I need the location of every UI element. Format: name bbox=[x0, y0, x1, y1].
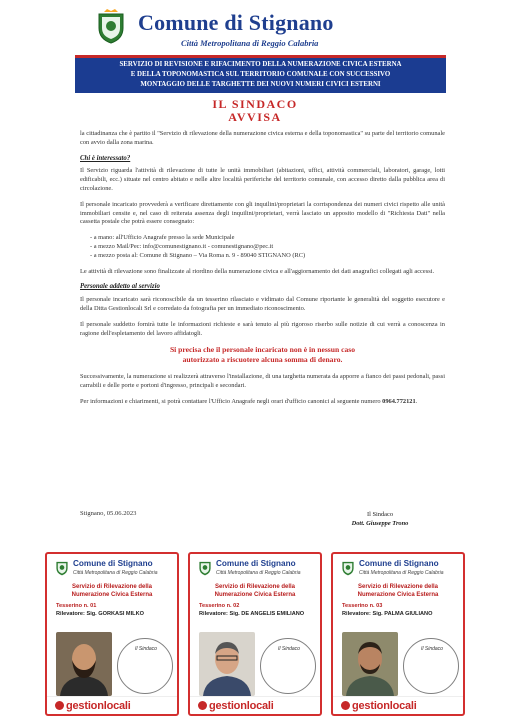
card-service bbox=[190, 584, 320, 599]
id-card bbox=[45, 552, 179, 716]
paragraph: Il Servizio riguarda l'attività di rilevazione di tutte le unità immobiliari (abitazioni, uffici, attività commerciali, laboratori, garage, lotti edificabili, ecc.) situate nel centro abitato e nelle altre località periferiche del territorio comunale, con accesso diretto dalla pubblica area di circolazione. bbox=[80, 167, 445, 192]
card-header bbox=[47, 554, 177, 582]
banner-line: E DELLA TOPONOMASTICA SUL TERRITORIO COMUNALE CON SUCCESSIVO bbox=[130, 71, 391, 78]
card-service-line: Numerazione Civica Esterna bbox=[357, 591, 439, 598]
signature-block bbox=[330, 510, 430, 528]
card-service bbox=[47, 584, 177, 599]
warning-line: autorizzato a riscuotere alcuna somma di denaro. bbox=[182, 355, 343, 365]
card-footer bbox=[47, 696, 177, 714]
card-footer bbox=[190, 696, 320, 714]
id-card bbox=[188, 552, 322, 716]
card-service bbox=[333, 584, 463, 599]
page-subtitle: Città Metropolitana di Reggio Calabria bbox=[181, 38, 319, 48]
page-title: Comune di Stignano bbox=[138, 10, 334, 35]
paragraph: Il personale suddetto fornirà tutte le informazioni richieste e sarà tenuto al più rigoroso riserbo sulle notizie di cui verrà a conoscenza in ragione dell'espletamento del lavoro affidatogli. bbox=[80, 320, 445, 337]
section-heading: Personale addetto al servizio bbox=[80, 283, 160, 291]
card-subtitle: Città Metropolitana di Reggio Calabria bbox=[216, 570, 301, 576]
brand-icon bbox=[55, 701, 64, 710]
municipal-crest-icon bbox=[341, 559, 355, 576]
card-rilevatore: Rilevatore: Sig. GORKASI MILKO bbox=[56, 611, 144, 617]
card-rilevatore: Rilevatore: Sig. PALMA GIULIANO bbox=[342, 611, 433, 617]
paragraph: Il personale incaricato provvederà a verificare direttamente con gli inquilini/proprietari la corrispondenza dei numeri civici rispetto alle unità immobiliari censite e, nel caso di reiterata assenza degli inquilini/proprietari, verrà lasciato un apposito modello di "Richiesta Dati" nella cassetta postale che potrà essere consegnato: bbox=[80, 200, 445, 226]
gestionlocali-logo bbox=[198, 700, 274, 712]
list-item: - a mezzo posta al: Comune di Stignano – Via Roma n. 9 - 89040 STIGNANO (RC) bbox=[90, 252, 445, 261]
phone-number: 0964.772121 bbox=[382, 397, 416, 405]
municipal-crest-icon bbox=[96, 8, 126, 44]
intro-paragraph: la cittadinanza che è partito il "Servizio di rilevazione della numerazione civica esterna e della toponomastica" su parte del territorio comunale con avvio dalla zona marina. bbox=[80, 130, 445, 146]
card-service-line: Servizio di Rilevazione della bbox=[214, 584, 296, 590]
gestionlocali-logo bbox=[55, 700, 131, 712]
card-number: Tesserino n. 03 bbox=[342, 603, 383, 609]
paragraph: Le attività di rilevazione sono finalizzate al riordino della numerazione civica e all'aggiornamento dei dati anagrafici collegati agli accessi. bbox=[80, 267, 435, 275]
card-header bbox=[333, 554, 463, 582]
municipal-crest-icon bbox=[198, 559, 212, 576]
list-item: - a mezzo Mail/Pec: info@comunestignano.it - comunestignano@pec.it bbox=[90, 243, 445, 252]
section-heading: Chi è interessato? bbox=[80, 154, 131, 162]
banner-line: MONTAGGIO DELLE TARGHETTE DEI NUOVI NUMERI CIVICI ESTERNI bbox=[140, 81, 381, 88]
delivery-list bbox=[90, 234, 445, 260]
card-service-line: Servizio di Rilevazione della bbox=[71, 584, 153, 590]
brand-name: gestionlocali bbox=[66, 700, 131, 712]
contact-text: Per informazioni e chiarimenti, si potrà contattare l'Ufficio Anagrafe negli orari d'ufficio canonici al seguente numero bbox=[80, 397, 383, 405]
card-service-line: Numerazione Civica Esterna bbox=[71, 591, 153, 598]
card-subtitle: Città Metropolitana di Reggio Calabria bbox=[73, 570, 158, 576]
person-photo bbox=[56, 632, 112, 696]
warning-line: Si precisa che il personale incaricato non è in nessun caso bbox=[169, 345, 356, 355]
seal-text: Il Sindaco bbox=[278, 646, 300, 652]
contact-end: . bbox=[415, 397, 418, 405]
date-line: Stignano, 05.06.2023 bbox=[80, 510, 137, 517]
banner-line: SERVIZIO DI REVISIONE E RIFACIMENTO DELLA NUMERAZIONE CIVICA ESTERNA bbox=[119, 61, 402, 68]
announcement-heading bbox=[0, 98, 510, 124]
card-number: Tesserino n. 02 bbox=[199, 603, 240, 609]
person-photo bbox=[342, 632, 398, 696]
card-number: Tesserino n. 01 bbox=[56, 603, 97, 609]
announcement-line: AVVISA bbox=[228, 110, 282, 124]
card-rilevatore: Rilevatore: Sig. DE ANGELIS EMILIANO bbox=[199, 611, 305, 617]
paragraph: Successivamente, la numerazione si realizzerà attraverso l'installazione, di una targhetta numerata da apporre a fianco dei passi pedonali, passi carrabili e delle porte e portoni d'ingresso, principali e secondari. bbox=[80, 373, 445, 390]
signer-name: Dott. Giuseppe Trono bbox=[351, 520, 409, 527]
warning-notice bbox=[80, 345, 445, 365]
card-service-line: Servizio di Rilevazione della bbox=[357, 584, 439, 590]
card-subtitle: Città Metropolitana di Reggio Calabria bbox=[359, 570, 444, 576]
service-banner bbox=[75, 55, 446, 93]
card-title: Comune di Stignano bbox=[216, 559, 296, 568]
id-card bbox=[331, 552, 465, 716]
notice-body bbox=[80, 130, 445, 414]
brand-name: gestionlocali bbox=[209, 700, 274, 712]
brand-icon bbox=[341, 701, 350, 710]
card-service-line: Numerazione Civica Esterna bbox=[214, 591, 296, 598]
person-photo bbox=[199, 632, 255, 696]
announcement-line: IL SINDACO bbox=[212, 97, 298, 111]
list-item: - a mano: all'Ufficio Anagrafe presso la sede Municipale bbox=[90, 234, 445, 243]
signer-role: Il Sindaco bbox=[366, 511, 394, 518]
brand-icon bbox=[198, 701, 207, 710]
seal-text: Il Sindaco bbox=[421, 646, 443, 652]
card-footer bbox=[333, 696, 463, 714]
card-header bbox=[190, 554, 320, 582]
paragraph: Il personale incaricato sarà riconoscibile da un tesserino rilasciato e vidimato dal Comune riportante le generalità del soggetto esecutore e della Ditta Gestionlocali Srl e corredato da fotografia per un immediato riconoscimento. bbox=[80, 296, 445, 312]
municipal-crest-icon bbox=[55, 559, 69, 576]
brand-name: gestionlocali bbox=[352, 700, 417, 712]
gestionlocali-logo bbox=[341, 700, 417, 712]
contact-paragraph bbox=[80, 398, 445, 407]
id-cards bbox=[45, 552, 465, 718]
seal-text: Il Sindaco bbox=[135, 646, 157, 652]
card-title: Comune di Stignano bbox=[359, 559, 439, 568]
card-title: Comune di Stignano bbox=[73, 559, 153, 568]
document-header bbox=[0, 4, 510, 54]
